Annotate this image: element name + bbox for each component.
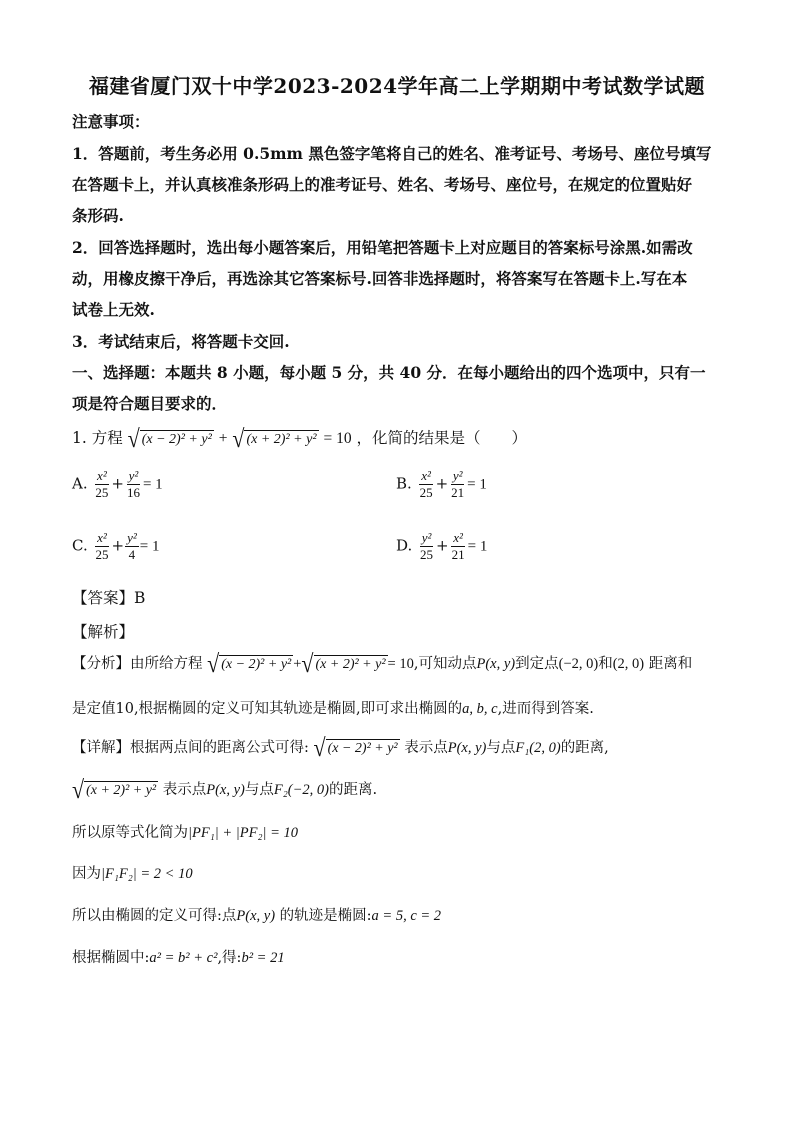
fenxi-line-2: 是定值10,根据椭圆的定义可知其轨迹是椭圆,即可求出椭圆的a, b, c,进而得到答案. xyxy=(72,701,594,717)
question-1: 1. 方程 √ (x − 2)² + y² + √ (x + 2)² + y² = 10 ，化简的结果是（ ） xyxy=(72,424,528,453)
q1-sqrt-2: √ (x + 2)² + y² xyxy=(232,424,317,453)
note-3: 3．考试结束后，将答题卡交回. xyxy=(72,332,290,351)
option-a: A. $\frac{\text{x²}}{25}$ + $\frac{\text{y²}}{16}$ = 1 xyxy=(72,468,163,500)
note-1-line-3: 条形码. xyxy=(72,206,124,225)
note-1-line-2: 在答题卡上，并认真核准条形码上的准考证号、姓名、考场号、座位号，在规定的位置贴好 xyxy=(72,175,693,194)
fenxi-line-1: 【分析】由所给方程 √ (x − 2)² + y² + √ (x + 2)² + y² = 10,可知动点P(x, y)到定点(−2, 0)和(2, 0) 距离和 xyxy=(72,649,693,678)
answer-tag: 【答案】 xyxy=(72,589,135,607)
step-2: 因为|F₁F₂| = 2 < 10 xyxy=(72,866,193,882)
option-d: D. $\frac{\text{y²}}{25}$ + $\frac{\text{x²}}{21}$ = 1 xyxy=(396,530,488,562)
q1-sqrt-1: √ (x − 2)² + y² xyxy=(127,424,212,453)
answer-line xyxy=(72,586,145,608)
note-2-line-1: 2．回答选择题时，选出每小题答案后，用铅笔把答题卡上对应题目的答案标号涂黑.如需改 xyxy=(72,238,693,257)
xiangjie-line-1: 【详解】根据两点间的距离公式可得: √ (x − 2)² + y² 表示点P(x, y)与点F₁(2, 0)的距离, xyxy=(72,733,609,762)
q1-suffix: ，化简的结果是（ ） xyxy=(356,429,528,447)
xiangjie-line-2: √ (x + 2)² + y² 表示点P(x, y)与点F₂(−2, 0)的距离. xyxy=(72,775,378,804)
analysis-tag: 【解析】 xyxy=(72,623,135,641)
q1-equals: = 10 xyxy=(323,430,352,447)
section-heading-line-2: 项是符合题目要求的． xyxy=(72,394,228,413)
option-c: C. $\frac{\text{x²}}{25}$ + $\frac{\text{y²}}{4}$ = 1 xyxy=(72,530,160,562)
answer-value: B xyxy=(134,589,146,607)
option-b: B. $\frac{\text{x²}}{25}$ + $\frac{\text{y²}}{21}$ = 1 xyxy=(396,468,487,500)
section-heading-line-1: 一、选择题：本题共 8 小题，每小题 5 分，共 40 分．在每小题给出的四个选项中，只有一 xyxy=(72,363,706,382)
notes-header: 注意事项： xyxy=(72,112,150,131)
page-title: 福建省厦门双十中学2023-2024学年高二上学期期中考试数学试题 xyxy=(88,74,706,98)
note-2-line-2: 动，用橡皮擦干净后，再选涂其它答案标号.回答非选择题时，将答案写在答题卡上.写在本 xyxy=(72,269,688,288)
step-4: 根据椭圆中:a² = b² + c²,得:b² = 21 xyxy=(72,950,285,966)
note-2-line-3: 试卷上无效. xyxy=(72,300,155,319)
step-3: 所以由椭圆的定义可得:点P(x, y) 的轨迹是椭圆:a = 5, c = 2 xyxy=(72,908,442,924)
step-1: 所以原等式化简为|PF₁| + |PF₂| = 10 xyxy=(72,825,299,841)
q1-prefix: 1. 方程 xyxy=(72,429,123,447)
note-1-line-1: 1．答题前，考生务必用 0.5mm 黑色签字笔将自己的姓名、准考证号、考场号、座位号填写 xyxy=(72,144,712,163)
